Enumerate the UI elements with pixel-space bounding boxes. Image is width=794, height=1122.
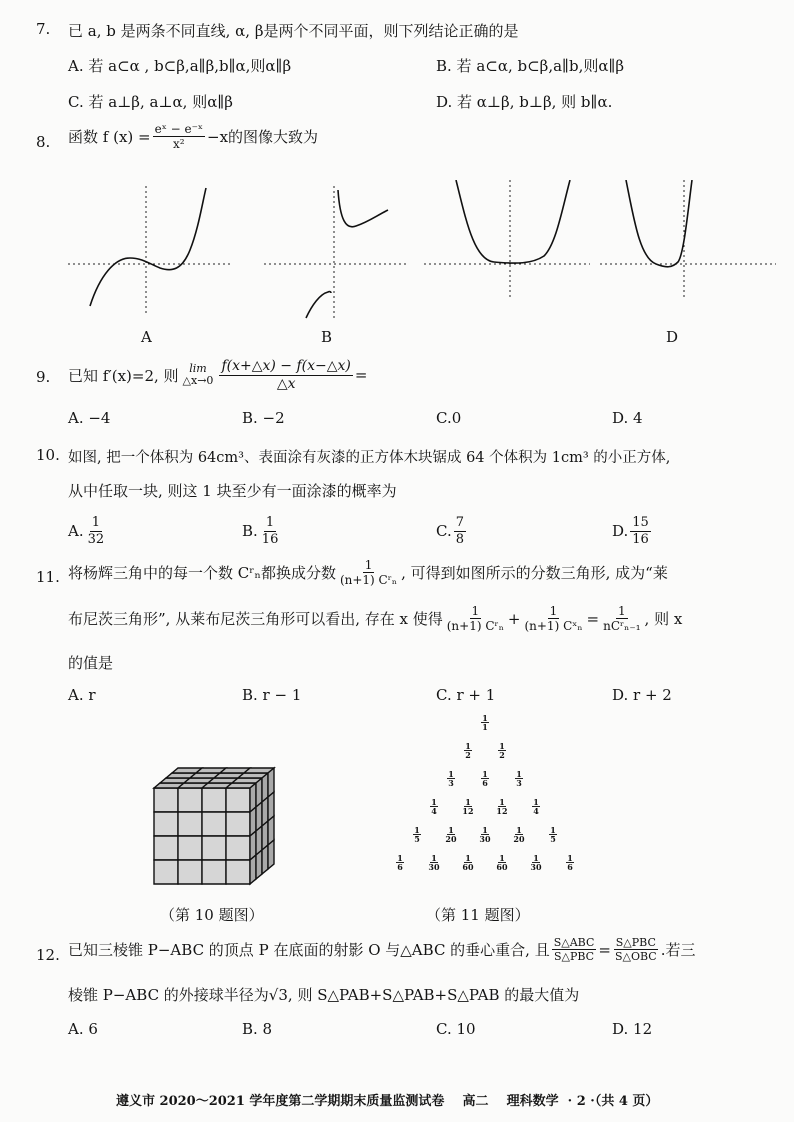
q10-option-b-label: B. — [242, 522, 258, 541]
graph-b — [264, 186, 406, 320]
q10-option-d-den: 16 — [632, 531, 649, 547]
q10-option-b-num: 1 — [265, 515, 275, 530]
q11-line2 — [68, 604, 682, 634]
q12-number: 12. — [36, 946, 60, 964]
q11-plus: + — [507, 609, 521, 628]
cube-cell — [226, 812, 250, 836]
cube-cell — [154, 812, 178, 836]
q11-f1-den: (n+1) Cʳₙ — [446, 619, 504, 634]
graph-a — [68, 186, 230, 316]
cube-figure — [148, 764, 298, 896]
q10-option-d-num: 15 — [632, 515, 649, 530]
q12-option-b: B. 8 — [242, 1020, 273, 1038]
q10-option-c-den: 8 — [455, 531, 464, 547]
q11-option-a: A. r — [68, 686, 96, 704]
q11-f2-den: (n+1) Cˣₙ — [524, 619, 583, 634]
cube-cell — [202, 836, 226, 860]
q7-option-d: D. 若 α⊥β, b⊥β, 则 b∥α. — [436, 93, 613, 111]
cube-cell — [178, 836, 202, 860]
cube-cell — [154, 860, 178, 884]
q11-f1-num: 1 — [471, 604, 480, 618]
q11-line1 — [68, 558, 668, 588]
q10-option-a-num: 1 — [91, 515, 101, 530]
q9-limit — [183, 363, 214, 387]
q8-number: 8. — [36, 133, 51, 151]
q9-frac-num: f(x+△x) − f(x−△x) — [221, 358, 351, 374]
q10-line1: 如图, 把一个体积为 64cm³、表面涂有灰漆的正方体木块锯成 64 个体积为 1cm³ 的小正方体, — [68, 450, 671, 466]
q7-number: 7. — [36, 20, 51, 38]
q11-line3: 的值是 — [68, 654, 114, 672]
q12-fb-den: S△OBC — [614, 950, 657, 964]
q10-line2: 从中任取一块, 则这 1 块至少有一面涂漆的概率为 — [68, 482, 397, 500]
q8-graphs — [60, 180, 780, 320]
q12-option-d: D. 12 — [612, 1020, 653, 1038]
q9-option-c: C.0 — [436, 409, 462, 427]
q8-fraction — [153, 122, 205, 152]
q11-line1-frac-num: 1 — [364, 558, 373, 572]
graph-d — [600, 180, 776, 300]
q9-option-d: D. 4 — [612, 409, 643, 427]
cube-cell — [268, 840, 274, 869]
q10-option-b — [242, 515, 282, 547]
q9-number: 9. — [36, 368, 51, 386]
q9-stem-prefix: 已知 f′(x)=2, 则 — [68, 366, 179, 385]
q9-fraction — [219, 358, 352, 393]
fig10-caption: （第 10 题图） — [160, 906, 264, 924]
q11-line2-prefix: 布尼茨三角形”, 从莱布尼茨三角形可以看出, 存在 x 使得 — [68, 610, 443, 629]
q10-option-b-den: 16 — [261, 531, 279, 547]
q8-frac-den: x² — [173, 137, 185, 152]
q12-line2: 棱锥 P−ABC 的外接球半径为√3, 则 S△PAB+S△PAB+S△PAB 的最大值为 — [68, 986, 580, 1004]
q9-stem — [68, 358, 367, 393]
cube-cell — [226, 836, 250, 860]
q11-number: 11. — [36, 568, 60, 586]
q11-eq: = — [586, 609, 600, 628]
q10-option-a — [68, 515, 108, 547]
q12-eq: = — [598, 940, 611, 959]
graph-c — [424, 180, 590, 300]
q9-option-a: A. −4 — [68, 409, 111, 427]
q11-line1-frac-den: (n+1) Cʳₙ — [339, 573, 398, 588]
q11-option-d: D. r + 2 — [612, 686, 672, 704]
q10-option-a-label: A. — [68, 522, 84, 541]
q12-fb-num: S△PBC — [615, 936, 656, 949]
q8-frac-num: eˣ − e⁻ˣ — [154, 122, 203, 136]
q11-option-b: B. r − 1 — [242, 686, 302, 704]
q8-stem — [68, 122, 318, 152]
q10-option-c — [436, 515, 468, 547]
graph-label-a: A — [141, 328, 152, 346]
q12-fa-num: S△ABC — [553, 936, 595, 949]
q11-f3-den: nCʳₙ₋₁ — [603, 619, 641, 634]
q11-line2-suffix: , 则 x — [644, 610, 683, 629]
q10-option-d-label: D. — [612, 522, 629, 541]
q9-lim-bottom: △x→0 — [182, 374, 214, 388]
q12-line1 — [68, 936, 695, 963]
q12-line1-suffix: .若三 — [660, 941, 696, 960]
leibniz-triangle: 1 1 1 2 1 2 1 3 1 6 1 3 1 4 1 12 1 12 1 4 1 5 1 20 1 30 1 20 1 5 1 6 1 30 1 60 1 60 1 30 1 6 — [397, 713, 573, 872]
cube-cell — [202, 812, 226, 836]
q7-option-c: C. 若 a⊥β, a⊥α, 则α∥β — [68, 93, 233, 111]
q10-option-c-num: 7 — [455, 515, 464, 530]
q11-line1-suffix: , 可得到如图所示的分数三角形, 成为“莱 — [401, 564, 668, 583]
q9-option-b: B. −2 — [242, 409, 285, 427]
q11-f3-num: 1 — [618, 604, 626, 618]
q10-option-a-den: 32 — [87, 531, 105, 547]
cube-cell — [226, 788, 250, 812]
graph-label-d: D — [666, 328, 679, 346]
q12-option-a: A. 6 — [68, 1020, 98, 1038]
cube-cell — [250, 855, 256, 884]
cube-cell — [226, 860, 250, 884]
q12-fa-den: S△PBC — [554, 950, 595, 964]
q9-lim-top: lim — [189, 362, 207, 376]
q8-stem-prefix: 函数 f (x) = — [68, 128, 151, 147]
graph-label-b: B — [321, 328, 333, 346]
fig11-caption: （第 11 题图） — [426, 906, 530, 924]
q12-option-c: C. 10 — [436, 1020, 476, 1038]
q11-option-c: C. r + 1 — [436, 686, 496, 704]
cube-cell — [154, 788, 178, 812]
cube-cell — [178, 860, 202, 884]
q7-stem: 已 a, b 是两条不同直线, α, β是两个不同平面，则下列结论正确的是 — [68, 22, 519, 40]
q9-frac-den: △x — [276, 375, 296, 392]
cube-cell — [154, 836, 178, 860]
q10-option-c-label: C. — [436, 522, 452, 541]
cube-cell — [202, 788, 226, 812]
q7-option-a: A. 若 a⊂α , b⊂β,a∥β,b∥α,则α∥β — [68, 57, 292, 75]
page-footer: 遵义市 2020～2021 学年度第二学期期末质量监测试卷 高二 理科数学 · 2 ·（共 4 页） — [116, 1094, 659, 1109]
q8-stem-suffix: −x的图像大致为 — [207, 128, 319, 147]
q10-option-d — [612, 515, 653, 547]
cube-cell — [262, 845, 268, 874]
cube-cell — [202, 860, 226, 884]
q7-option-b: B. 若 a⊂α, b⊂β,a∥b,则α∥β — [436, 57, 625, 75]
q12-line1-prefix: 已知三棱锥 P−ABC 的顶点 P 在底面的射影 O 与△ABC 的垂心重合, 且 — [68, 941, 550, 960]
q11-line1-prefix: 将杨辉三角中的每一个数 Cʳₙ都换成分数 — [68, 564, 336, 583]
q11-f2-num: 1 — [549, 604, 558, 618]
cube-cell — [178, 788, 202, 812]
q9-stem-suffix: = — [354, 366, 368, 385]
cube-cell — [178, 812, 202, 836]
cube-cell — [256, 850, 262, 879]
q10-number: 10. — [36, 446, 60, 464]
